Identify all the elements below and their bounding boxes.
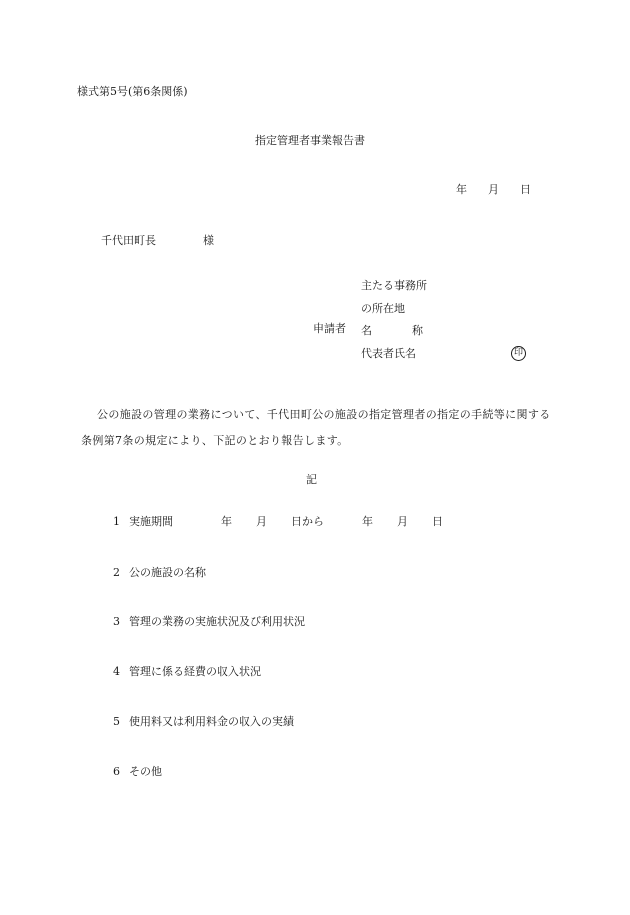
date-month: 月 [488,183,499,196]
organization-name-label [361,325,427,348]
item-label: 実施期間 [129,515,173,528]
period-from-year: 年 [221,515,232,528]
list-item-expense-income [113,666,261,677]
period-to-month: 月 [397,515,408,528]
list-item-facility-name [113,567,206,578]
name-label-a: 名 [361,324,372,337]
date-year: 年 [456,183,467,196]
applicant-block [361,280,427,370]
name-label-b: 称 [412,324,423,337]
addressee-honorific: 様 [203,234,214,247]
body-line-2: する条例第7条の規定により、下記のとおり報告します。 [81,408,551,447]
form-number: 様式第5号(第6条関係) [77,85,188,98]
body-paragraph [81,402,551,454]
item-label: その他 [129,765,162,778]
item-number: 4 [113,665,120,678]
applicant-label: 申請者 [313,322,346,335]
item-label: 管理に係る経費の収入状況 [129,665,261,678]
ki-heading: 記 [306,473,317,486]
representative-label: 代表者氏名 [361,346,416,360]
item-number: 6 [113,765,120,778]
list-item-other [113,766,162,777]
item-number: 1 [113,515,120,528]
body-line-1: 公の施設の管理の業務について、千代田町公の施設の指定管理者の指定の手続等に関 [97,408,528,421]
item-number: 5 [113,715,120,728]
period-to-year: 年 [362,515,373,528]
date-day: 日 [520,183,531,196]
period-from-month: 月 [256,515,267,528]
item-label: 公の施設の名称 [129,566,206,579]
list-item-fee-revenue [113,716,294,727]
list-item-operation-status [113,616,305,627]
seal-mark: 印 [511,346,526,361]
item-number: 2 [113,566,120,579]
period-to-day: 日 [432,515,443,528]
addressee [101,235,214,246]
item-label: 使用料又は利用料金の収入の実績 [129,715,294,728]
period-from-day: 日から [291,515,324,528]
office-address-label-line2: の所在地 [361,301,405,315]
list-item-period [113,516,443,527]
office-address-label-line1: 主たる事務所 [361,279,427,292]
document-title: 指定管理者事業報告書 [255,134,365,147]
addressee-name: 千代田町長 [101,234,156,247]
item-number: 3 [113,615,120,628]
item-label: 管理の業務の実施状況及び利用状況 [129,615,305,628]
date-line [456,184,531,195]
